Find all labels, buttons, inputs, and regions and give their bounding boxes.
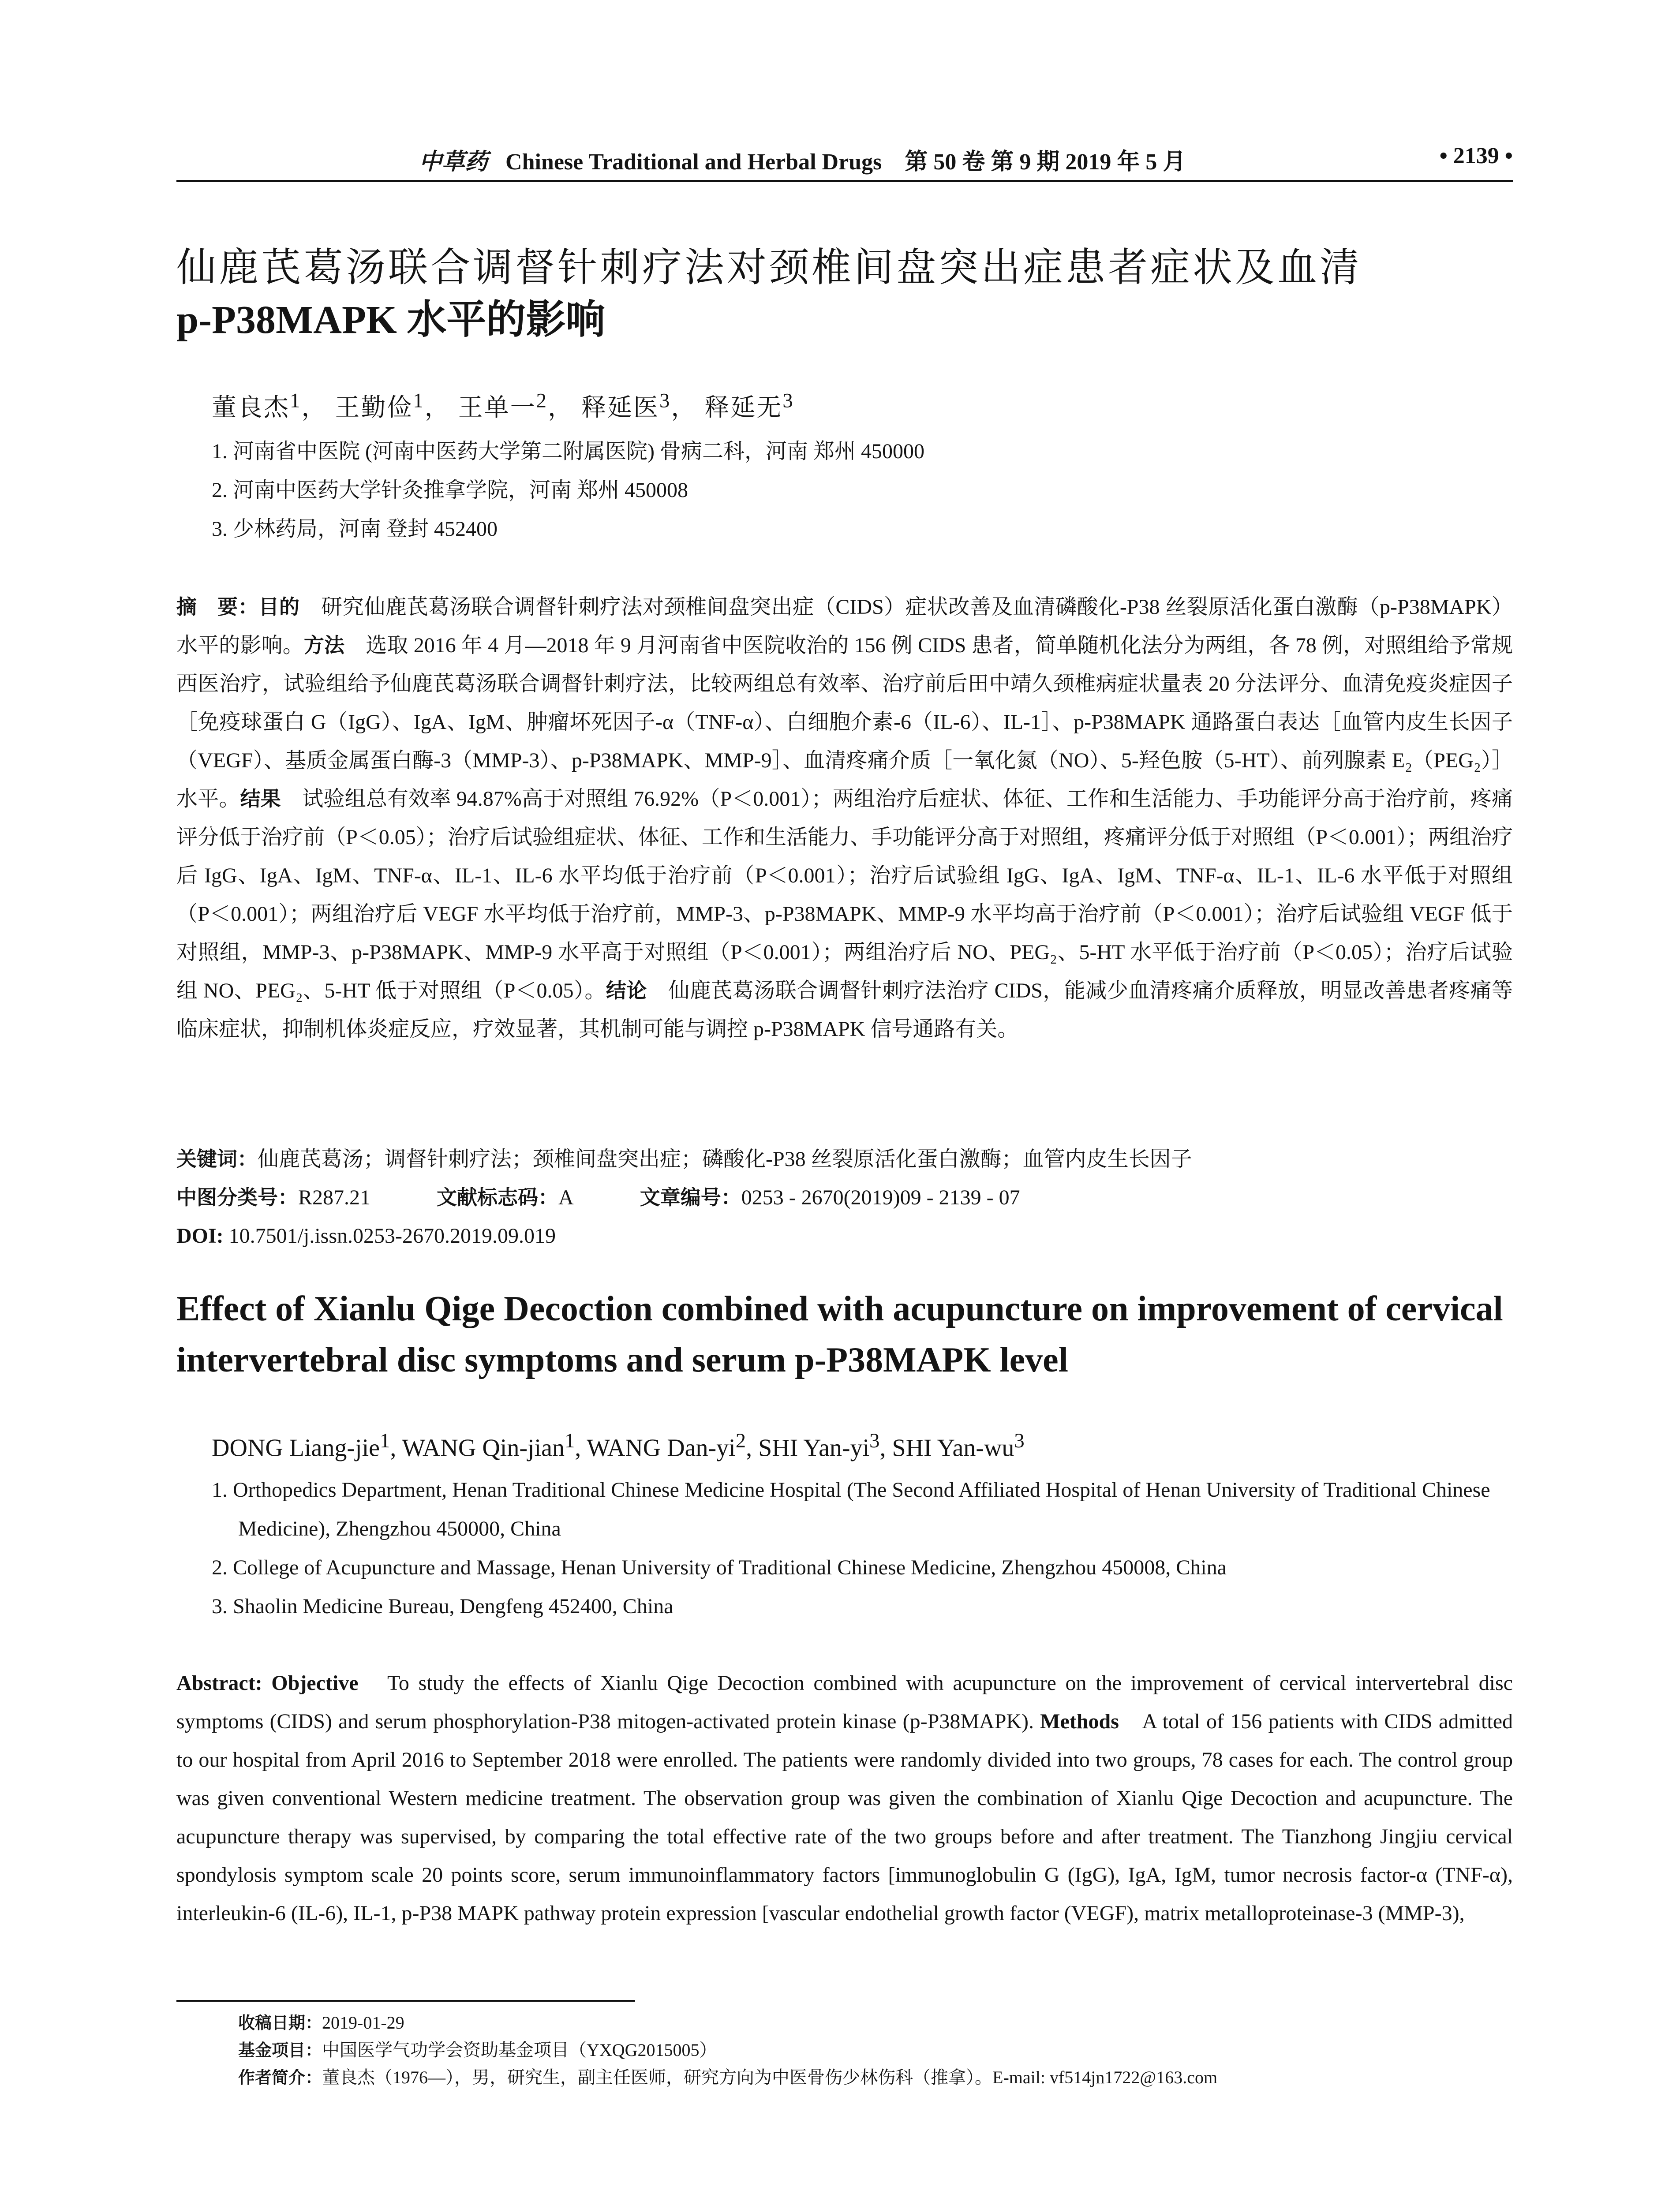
chinese-title-line-1: 仙鹿芪葛汤联合调督针刺疗法对颈椎间盘突出症患者症状及血清 [176, 244, 1362, 291]
affiliation-item: 2. 河南中医药大学针灸推拿学院，河南 郑州 450008 [212, 478, 688, 502]
fund-text: 中国医学气功学会资助基金项目（YXQG2015005） [322, 2040, 717, 2060]
objective-text: To study the effects of Xianlu Qige Decoction combined with acupuncture on the improvement of cervical intervertebral disc symptoms (CIDS) and serum phosphorylation-P38 mitogen-activated protein kinase (p-P38MAPK). [176, 1671, 1513, 1733]
affiliation-item: 1. 河南省中医院 (河南中医药大学第二附属医院) 骨病二科，河南 郑州 450000 [212, 440, 924, 463]
affiliation-item: 3. Shaolin Medicine Bureau, Dengfeng 452400, China [212, 1595, 673, 1618]
methods-text: 选取 2016 年 4 月—2018 年 9 月河南省中医院收治的 156 例 CIDS 患者，简单随机化法分为两组，各 78 例，对照组给予常规西医治疗，试验组给予仙鹿芪葛汤联合调督针刺疗法，比较两组总有效率、治疗前后田中靖久颈椎病症状量表 20 分法评分、血清免疫炎症因子［免疫球蛋白 G（IgG）、IgA、IgM、肿瘤坏死因子-α（TNF-α）、白细胞介素-6（IL-6）、IL-1］、p-P38MAPK 通路蛋白表达［血管内皮生长因子（VEGF）、基质金属蛋白酶-3（MMP-3）、p-P38MAPK、MMP-9］、血清疼痛介质［一氧化氮（NO）、5-羟色胺（5-HT）、前列腺素 E₂（PEG₂）］水平。 [176, 634, 1513, 811]
classification-row [176, 1178, 1513, 1217]
fund-label: 基金项目： [238, 2041, 322, 2060]
chinese-article-metadata [176, 1140, 1513, 1255]
author-name: WANG Dan-yi [587, 1434, 736, 1462]
author-affiliation-mark: 3 [1014, 1429, 1025, 1452]
author-name: 释延医 [581, 394, 659, 422]
author-affiliation-mark: 2 [536, 389, 548, 412]
chinese-title-line-2: p-P38MAPK 水平的影响 [176, 298, 606, 342]
author-name: SHI Yan-yi [758, 1434, 870, 1462]
methods-label: 方法 [303, 633, 345, 657]
objective-label: 目的 [258, 595, 300, 619]
author-name: 董良杰 [212, 394, 290, 422]
author-name: 王勤俭 [335, 394, 413, 422]
author-bio-text: 董良杰（1976—），男，研究生，副主任医师，研究方向为中医骨伤少林伤科（推拿）。E-mail: vf514jn1722@163.com [322, 2067, 1218, 2087]
author-affiliation-mark: 1 [413, 389, 425, 412]
affiliation-item: 1. Orthopedics Department, Henan Traditional Chinese Medicine Hospital (The Second Affiliated Hospital of Henan University of Traditional Chinese Medicine), Zhengzhou 450000, China [212, 1478, 1490, 1540]
author-bio-label: 作者简介： [238, 2068, 322, 2087]
article-number-label: 文章编号： [640, 1185, 741, 1209]
conclusion-label: 结论 [606, 979, 647, 1002]
conclusion-text: 仙鹿芪葛汤联合调督针刺疗法治疗 CIDS，能减少血清疼痛介质释放，明显改善患者疼痛等临床症状，抑制机体炎症反应，疗效显著，其机制可能与调控 p-P38MAPK 信号通路有关。 [176, 979, 1513, 1041]
author-affiliation-mark: 1 [564, 1429, 575, 1452]
results-label: 结果 [240, 787, 281, 811]
english-affiliations [212, 1471, 1517, 1626]
english-abstract [176, 1664, 1513, 1932]
methods-label: Methods [1040, 1710, 1119, 1733]
received-label: 收稿日期： [238, 2013, 322, 2033]
clc-label: 中图分类号： [176, 1185, 298, 1209]
author-affiliation-mark: 3 [869, 1429, 880, 1452]
document-code-label: 文献标志码： [437, 1185, 559, 1209]
journal-info [419, 143, 1186, 176]
journal-logo: 中草药 [419, 149, 488, 175]
english-author-list: DONG Liang-jie$^1$, WANG Qin-jian$^1$, WANG Dan-$yi^2$, SHI Yan-$yi^3$, SHI Yan-$wu^3$ [212, 1429, 1025, 1462]
doi-label: DOI: [176, 1224, 224, 1248]
english-title: Effect of Xianlu Qige Decoction combined with acupuncture on improvement of cervical intervertebral disc symptoms and serum p-P38MAPK level [176, 1289, 1503, 1379]
article-number-value: 0253 - 2670(2019)09 - 2139 - 07 [741, 1186, 1020, 1209]
results-text: 试验组总有效率 94.87%高于对照组 76.92%（P＜0.001）；两组治疗后症状、体征、工作和生活能力、手功能评分高于治疗前，疼痛评分低于治疗前（P＜0.05）；治疗后试验组症状、体征、工作和生活能力、手功能评分高于对照组，疼痛评分低于对照组（P＜0.001）；两组治疗后 IgG、IgA、IgM、TNF-α、IL-1、IL-6 水平均低于治疗前（P＜0.001）；治疗后试验组 IgG、IgA、IgM、TNF-α、IL-1、IL-6 水平低于对照组（P＜0.001）；两组治疗后 VEGF 水平均低于治疗前，MMP-3、p-P38MAPK、MMP-9 水平均高于治疗前（P＜0.001）；治疗后试验组 VEGF 低于对照组，MMP-3、p-P38MAPK、MMP-9 水平高于对照组（P＜0.001）；两组治疗后 NO、PEG₂、5-HT 水平低于治疗前（P＜0.05）；治疗后试验组 NO、PEG₂、5-HT 低于对照组（P＜0.05）。 [176, 787, 1513, 1002]
chinese-title [176, 242, 1517, 346]
author-affiliation-mark: 2 [735, 1429, 746, 1452]
doi-value: 10.7501/j.issn.0253-2670.2019.09.019 [228, 1224, 556, 1248]
header-divider [176, 180, 1513, 182]
author-name: 释延无 [704, 394, 783, 422]
author-name: SHI Yan-wu [892, 1434, 1014, 1462]
affiliation-item: 2. College of Acupuncture and Massage, Henan University of Traditional Chinese Medicine, Zhengzhou 450008, China [212, 1556, 1227, 1579]
document-code-value: A [558, 1186, 574, 1209]
running-header [176, 140, 1513, 180]
keywords-row [176, 1140, 1513, 1178]
author-name: 王单一 [458, 394, 536, 422]
journal-issue-line: Chinese Traditional and Herbal Drugs 第 50 卷 第 9 期 2019 年 5 月 [505, 149, 1186, 175]
author-name: DONG Liang-jie [212, 1434, 380, 1462]
abstract-label: 摘 要： [176, 595, 259, 619]
affiliation-item: 3. 少林药局，河南 登封 452400 [212, 517, 498, 541]
page-number: • 2139 • [1439, 143, 1513, 168]
chinese-affiliations [212, 432, 924, 549]
author-affiliation-mark: 1 [290, 389, 302, 412]
author-affiliation-mark: 3 [782, 389, 794, 412]
objective-text: 研究仙鹿芪葛汤联合调督针刺疗法对颈椎间盘突出症（CIDS）症状改善及血清磷酸化-P38 丝裂原活化蛋白激酶（p-P38MAPK）水平的影响。 [176, 595, 1513, 657]
abstract-objective-label: Abstract: Objective [176, 1671, 359, 1695]
author-name: WANG Qin-jian [402, 1434, 565, 1462]
author-affiliation-mark: 3 [659, 389, 671, 412]
footnote-divider [176, 2000, 635, 2002]
received-date-row [238, 2009, 1217, 2037]
fund-row [238, 2037, 1217, 2064]
clc-value: R287.21 [298, 1186, 371, 1209]
keywords-text: 仙鹿芪葛汤；调督针刺疗法；颈椎间盘突出症；磷酸化-P38 丝裂原活化蛋白激酶；血管内皮生长因子 [258, 1147, 1192, 1171]
author-affiliation-mark: 1 [380, 1429, 390, 1452]
footnote [238, 2009, 1217, 2091]
doi-row [176, 1217, 1513, 1255]
keywords-label: 关键词： [176, 1147, 258, 1171]
methods-text: A total of 156 patients with CIDS admitted to our hospital from April 2016 to September 2018 were enrolled. The patients were randomly divided into two groups, 78 cases for each. The control group was given conventional Western medicine treatment. The observation group was given the combination of Xianlu Qige Decoction and acupuncture. The acupuncture therapy was supervised, by comparing the total effective rate of the two groups before and after treatment. The Tianzhong Jingjiu cervical spondylosis symptom scale 20 points score, serum immunoinflammatory factors [immunoglobulin G (IgG), IgA, IgM, tumor necrosis factor-α (TNF-α), interleukin-6 (IL-6), IL-1, p-P38 MAPK pathway protein expression [vascular endothelial growth factor (VEGF), matrix metalloproteinase-3 (MMP-3), [176, 1710, 1513, 1925]
received-date: 2019-01-29 [322, 2013, 404, 2033]
chinese-abstract [176, 588, 1513, 1048]
author-bio-row [238, 2064, 1217, 2091]
chinese-author-list: 董良杰$^1$， 王勤俭$^1$， 王单一$^2$， 释延医$^3$， 释延无$^3$ [212, 389, 794, 422]
